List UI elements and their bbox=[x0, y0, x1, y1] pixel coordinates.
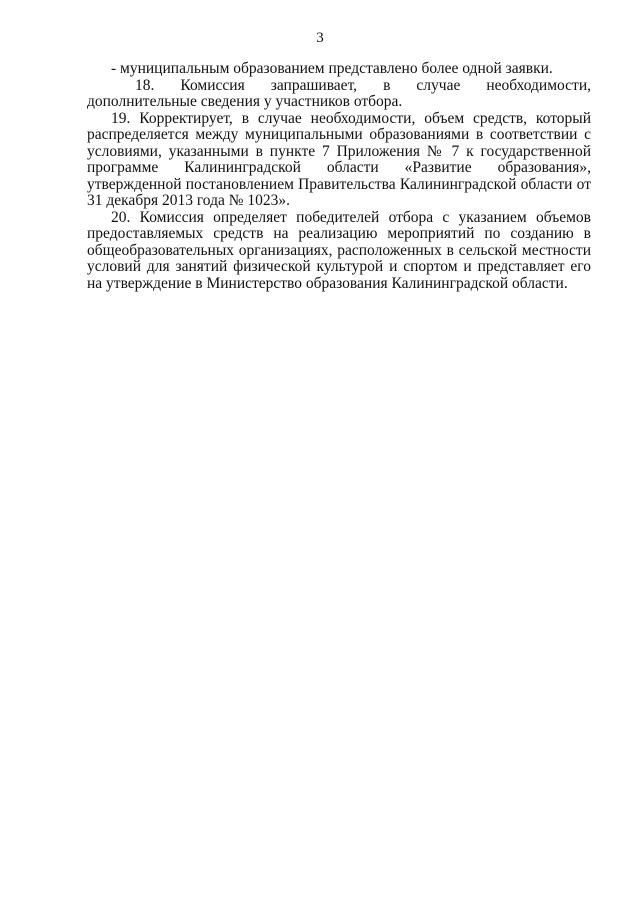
paragraph-text: Комиссия запрашивает, в случае необходимости, дополнительные сведения у участников отбора. bbox=[87, 76, 591, 110]
paragraph-bullet bbox=[87, 61, 591, 78]
paragraph-19 bbox=[87, 111, 591, 210]
paragraph-text: Комиссия определяет победителей отбора с указанием объемов предоставляемых средств на реализацию мероприятий по созданию в общеобразовательных организациях, расположенных в сельской местности условий для занятий физической культурой и спортом и представляет его на утверждение в Министерство образования Калининградской области. bbox=[87, 208, 591, 292]
paragraph-text: - муниципальным образованием представлено более одной заявки. bbox=[111, 60, 553, 77]
paragraph-number: 20. bbox=[111, 208, 131, 226]
paragraph-number: 18. bbox=[135, 76, 155, 94]
paragraph-18 bbox=[87, 78, 591, 111]
paragraph-text: Корректирует, в случае необходимости, объем средств, который распределяется между муниципальными образованиями в соответствии с условиями, указанными в пункте 7 Приложения № 7 к государственной программе Калининградской области «Развитие образования», утвержденной постановлением Правительства Калининградской области от 31 декабря 2013 года № 1023». bbox=[87, 109, 592, 209]
document-body bbox=[87, 61, 591, 292]
page-number: 3 bbox=[316, 30, 324, 46]
paragraph-number: 19. bbox=[111, 109, 131, 127]
paragraph-20 bbox=[87, 210, 591, 293]
